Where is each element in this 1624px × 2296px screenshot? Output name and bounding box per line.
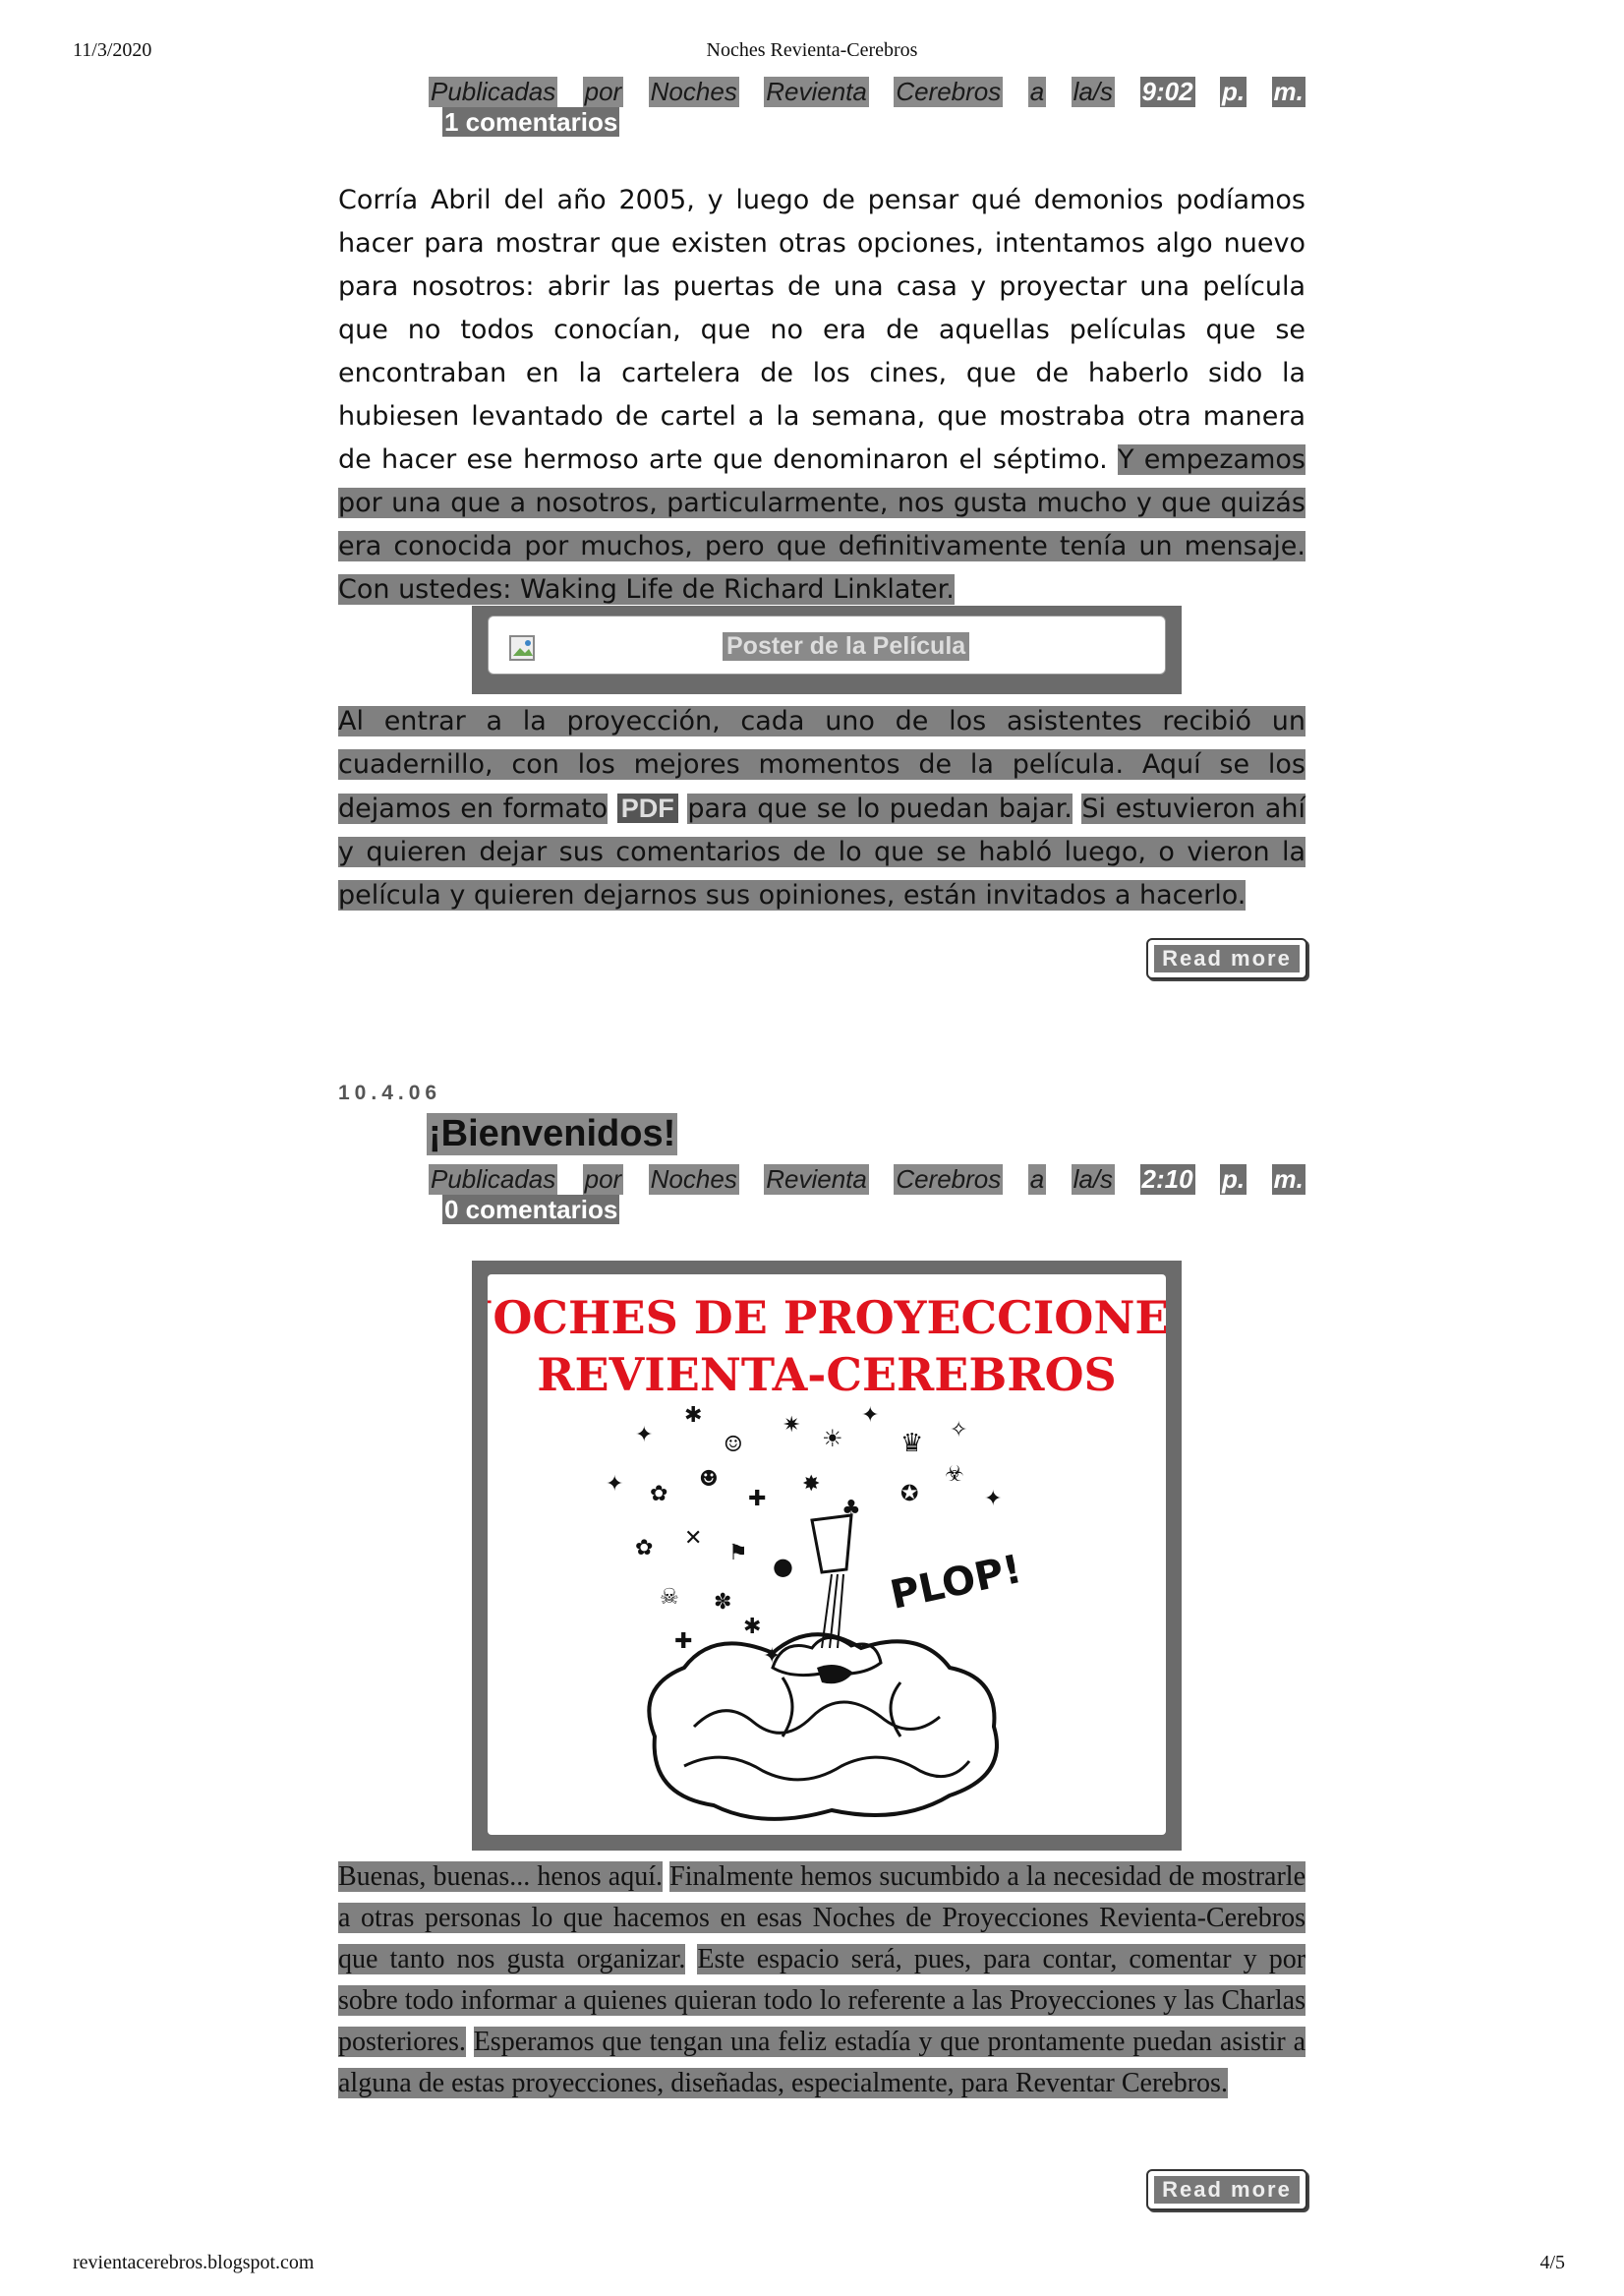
author-link[interactable]: Noches [650, 77, 737, 106]
author-link[interactable]: Cerebros [896, 77, 1002, 106]
time-link[interactable]: m. [1273, 77, 1304, 106]
meta-by: por [584, 77, 622, 106]
time-link[interactable]: p. [1221, 77, 1246, 106]
svg-text:✦: ✦ [984, 1487, 1003, 1511]
svg-text:☻: ☻ [699, 1467, 719, 1492]
svg-text:✿: ✿ [635, 1536, 654, 1560]
print-page-number: 4/5 [1539, 2252, 1565, 2273]
print-title: Noches Revienta-Cerebros [706, 39, 918, 61]
svg-text:☣: ☣ [945, 1462, 964, 1487]
text-segment: Buenas, buenas... henos aquí. [338, 1861, 664, 1892]
brain-illustration [488, 1274, 1166, 1835]
svg-text:✦: ✦ [861, 1403, 880, 1428]
text-segment: Esperamos que tengan una feliz estadía y que prontamente puedan asistir a alguna de estas proyecciones, diseñadas, especialmente, para Reventar Cerebros. [338, 2027, 1306, 2098]
meta-published: Publicadas [431, 1164, 556, 1194]
svg-text:✿: ✿ [650, 1482, 668, 1506]
svg-text:✚: ✚ [674, 1629, 693, 1654]
time-link[interactable]: 9:02 [1141, 77, 1193, 106]
meta-at: a [1029, 1164, 1045, 1194]
banner-line2: REVIENTA-CEREBROS [537, 1348, 1117, 1401]
time-link[interactable]: 2:10 [1141, 1164, 1193, 1194]
meta-las: la/s [1073, 77, 1114, 106]
svg-text:☀: ☀ [822, 1425, 843, 1452]
svg-text:✚: ✚ [748, 1487, 767, 1511]
svg-text:☠: ☠ [660, 1585, 679, 1610]
plop-text: PLOP! [886, 1546, 1026, 1619]
post-date: 10.4.06 [338, 1082, 442, 1104]
svg-text:♛: ♛ [900, 1429, 924, 1458]
svg-text:✦: ✦ [606, 1472, 624, 1497]
comments-link[interactable]: 1 comentarios [444, 107, 618, 137]
comments-link[interactable]: 0 comentarios [444, 1195, 618, 1224]
svg-text:✪: ✪ [900, 1482, 919, 1506]
svg-text:●: ● [773, 1553, 793, 1580]
banner-image-frame [472, 1261, 1182, 1851]
read-more-label: Read more [1154, 2176, 1300, 2204]
print-date: 11/3/2020 [73, 39, 152, 61]
svg-text:✱: ✱ [684, 1403, 703, 1428]
meta-las: la/s [1073, 1164, 1114, 1194]
read-more-button[interactable] [1146, 938, 1307, 979]
svg-text:⚑: ⚑ [728, 1541, 748, 1565]
text-segment: Y empezamos por una que a nosotros, particularmente, nos gusta mucho y que quizás era conocida por muchos, pero que definitivamente tenía un mensaje. [338, 444, 1305, 561]
svg-text:✧: ✧ [950, 1418, 968, 1442]
time-link[interactable]: p. [1221, 1164, 1246, 1194]
author-link[interactable]: Cerebros [896, 1164, 1002, 1194]
svg-text:✸: ✸ [802, 1472, 821, 1497]
read-more-button[interactable] [1146, 2169, 1307, 2210]
svg-text:✕: ✕ [684, 1526, 703, 1551]
print-url: revientacerebros.blogspot.com [73, 2252, 315, 2273]
author-link[interactable]: Revienta [766, 77, 867, 106]
svg-text:☺: ☺ [724, 1433, 743, 1457]
svg-text:♣: ♣ [841, 1497, 861, 1521]
svg-text:✱: ✱ [743, 1615, 762, 1639]
poster-image-frame [472, 606, 1182, 694]
post-meta [429, 77, 1305, 138]
time-link[interactable]: m. [1273, 1164, 1304, 1194]
meta-published: Publicadas [431, 77, 556, 106]
banner-line1: NOCHES DE PROYECCIONES [488, 1291, 1166, 1344]
floating-symbols-icon [606, 1403, 1002, 1669]
meta-by: por [584, 1164, 622, 1194]
text-segment: Si estuvieron ahí y quieren dejar sus comentarios de lo que se habló luego, o vieron la película y quieren dejarnos sus opiniones, están invitados a hacerlo. [338, 794, 1305, 911]
post-paragraph [338, 700, 1305, 917]
meta-at: a [1029, 77, 1045, 106]
text-segment: Con ustedes: Waking Life de Richard Linklater. [338, 574, 955, 605]
text-segment: Finalmente hemos sucumbido a la necesidad de mostrarle a otras personas lo que hacemos en esas Noches de Proyecciones Revienta-Cerebros que tanto nos gusta organizar. [338, 1861, 1306, 1974]
post-title[interactable]: ¡Bienvenidos! [429, 1113, 676, 1154]
text-segment: Al entrar a la proyección, cada uno de los asistentes recibió un cuadernillo, con los mejores momentos de la película. Aquí se los dejamos en formato [338, 706, 1305, 824]
post-paragraph [338, 179, 1305, 612]
read-more-label: Read more [1154, 945, 1300, 972]
text-segment: Este espacio será, pues, para contar, comentar y por sobre todo informar a quienes quieran todo lo referente a las Proyecciones y las Charlas posteriores. [338, 1944, 1306, 2057]
svg-text:✦: ✦ [763, 1644, 782, 1669]
svg-text:✷: ✷ [783, 1413, 801, 1438]
svg-text:✽: ✽ [714, 1590, 732, 1615]
broken-image-icon [508, 634, 538, 664]
post-paragraph [338, 1856, 1305, 2104]
text-segment: para que se lo puedan bajar. [687, 794, 1073, 824]
banner-image[interactable] [488, 1274, 1166, 1835]
author-link[interactable]: Revienta [766, 1164, 867, 1194]
svg-text:✦: ✦ [635, 1423, 654, 1447]
pdf-link[interactable]: PDF [617, 794, 678, 823]
poster-image-box[interactable] [488, 616, 1166, 675]
poster-alt-text: Poster de la Película [723, 632, 969, 661]
text-segment: Corría Abril del año 2005, y luego de pensar qué demonios podíamos hacer para mostrar que existen otras opciones, intentamos algo nuevo para nosotros: abrir las puertas de una casa y proyectar una película que no todos conocían, que no era de aquellas películas que se encontraban en la cartelera de los cines, que de haberlo sido la hubiesen levantado de cartel a la semana, que mostraba otra manera de hacer ese hermoso arte que denominaron el séptimo. [338, 185, 1305, 475]
post-meta [429, 1164, 1305, 1225]
author-link[interactable]: Noches [650, 1164, 737, 1194]
